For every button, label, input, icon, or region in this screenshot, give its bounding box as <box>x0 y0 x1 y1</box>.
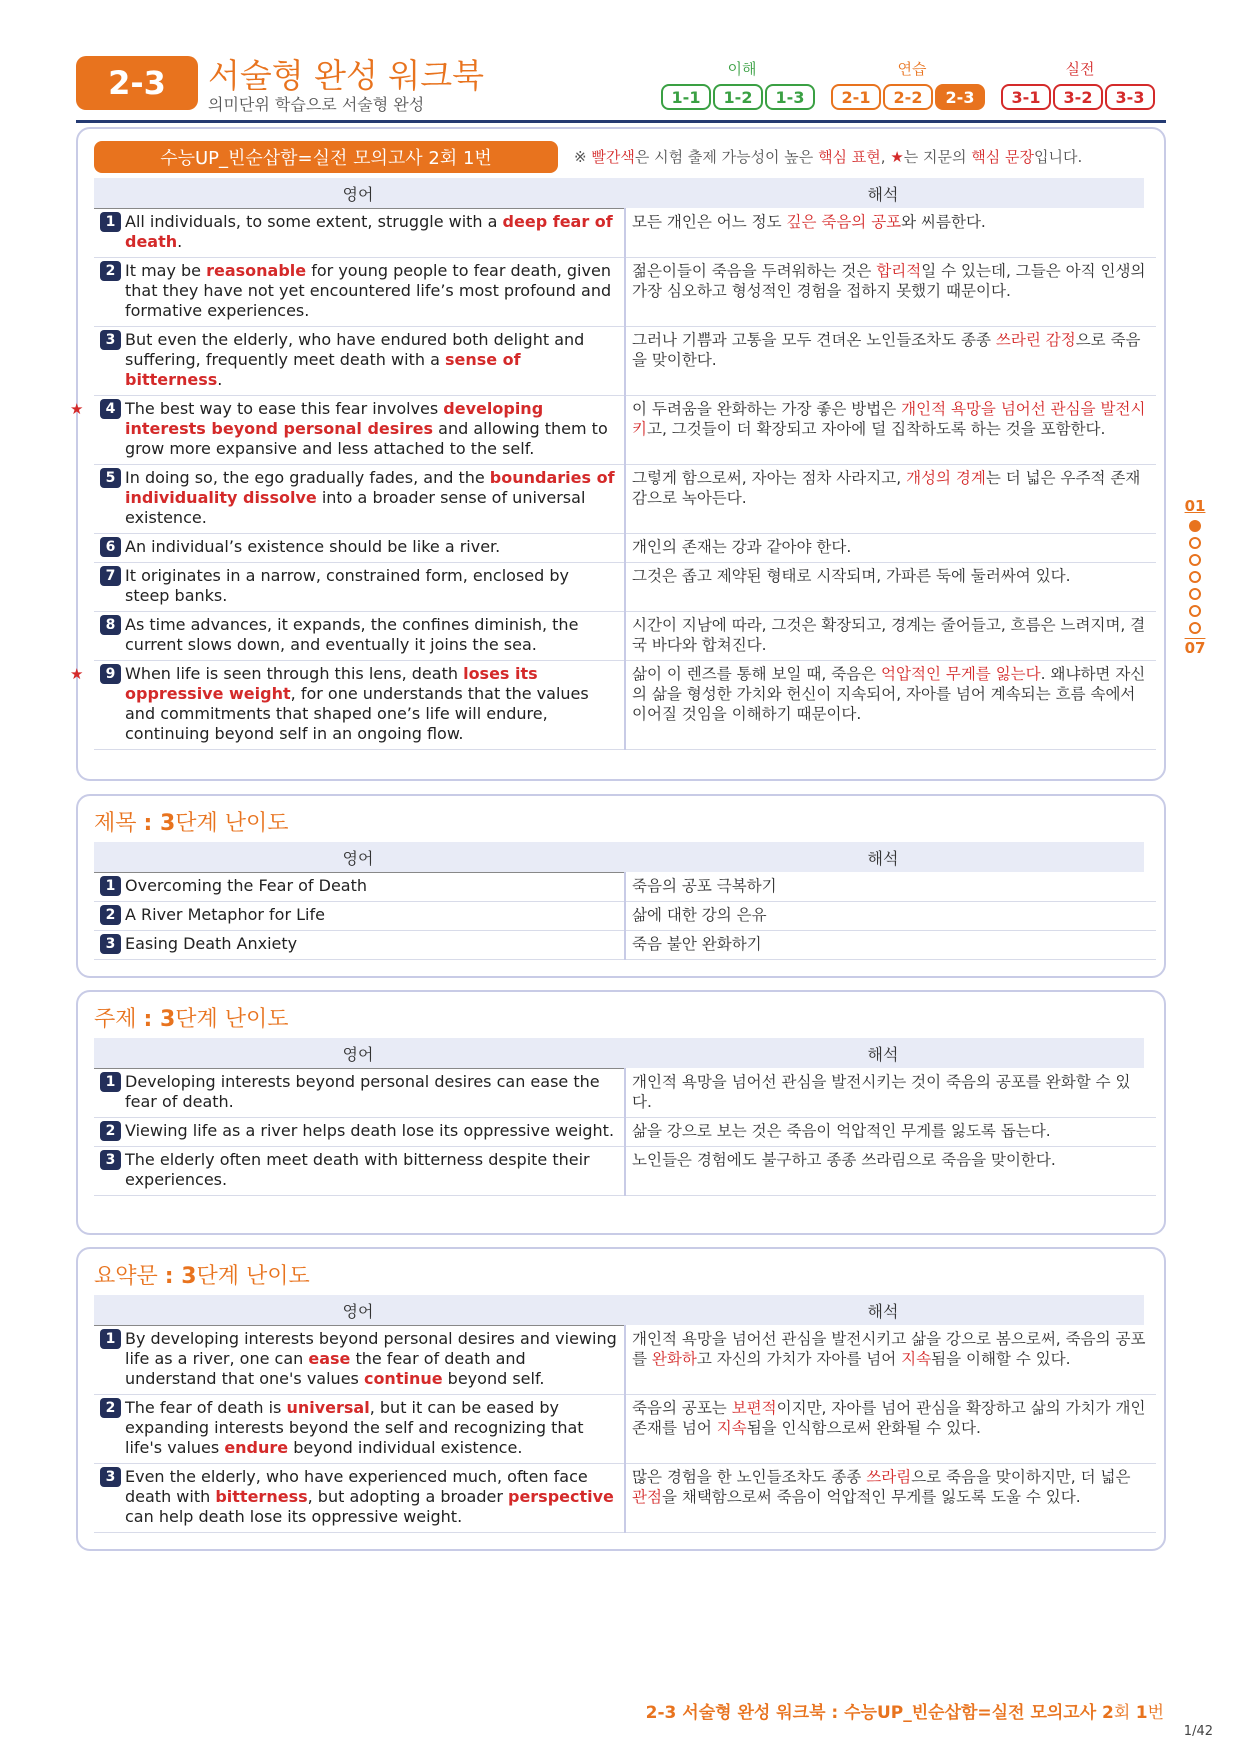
sentence-number: 3 <box>100 934 121 954</box>
sentence-number: 2 <box>100 905 121 925</box>
text-segment: 그것은 좁고 제약된 형태로 시작되며, 가파른 둑에 둘러싸여 있다. <box>632 567 1071 585</box>
text-segment: As time advances, it expands, the confines diminish, the current slows down, and eventually it joins the sea. <box>125 615 579 654</box>
english-cell <box>94 258 625 327</box>
text-segment: It may be <box>125 261 207 280</box>
sentence-row <box>94 258 1156 327</box>
sentence-number: 1 <box>100 876 121 896</box>
sentence-row <box>94 1069 1156 1118</box>
progress-dot[interactable] <box>1189 588 1201 600</box>
text-segment: 와 씨름한다. <box>901 212 986 231</box>
key-expression: boundaries of individuality dissolve <box>125 468 615 507</box>
column-korean: 해석 <box>867 184 899 204</box>
theme-column-header <box>94 1038 1144 1068</box>
text-segment: An individual’s existence should be like a river. <box>125 537 501 556</box>
text-segment: 많은 경험을 한 노인들조차도 종종 <box>632 1468 867 1486</box>
text-segment: and allowing them to grow more expansive and less attached to the self. <box>125 419 608 458</box>
column-english: 영어 <box>342 1301 374 1321</box>
summary-table <box>94 1295 1144 1533</box>
sentence-number: 1 <box>100 1329 121 1349</box>
group-label-practice: 연습 <box>897 60 927 78</box>
text-segment: 노인들은 경험에도 불구하고 종종 쓰라림으로 죽음을 맞이한다. <box>632 1151 1056 1169</box>
sentence-row <box>94 534 1156 563</box>
korean-cell <box>625 258 1156 327</box>
english-text <box>125 261 618 321</box>
step-group-real <box>1000 84 1156 110</box>
chapter-badge: 2-3 <box>76 56 198 110</box>
english-text <box>125 212 618 252</box>
text-segment: Viewing life as a river helps death lose its oppressive weight. <box>125 1121 615 1140</box>
step-group-practice <box>830 84 986 110</box>
title-table <box>94 842 1144 960</box>
english-cell <box>94 1326 625 1395</box>
english-cell <box>94 902 625 931</box>
theme-table <box>94 1038 1144 1196</box>
progress-dots <box>1183 520 1207 634</box>
korean-cell <box>625 465 1156 534</box>
key-expression: 억압적인 무게를 잃는다 <box>881 665 1041 683</box>
key-expression: 쓰라린 감정 <box>995 331 1076 349</box>
group-label-real: 실전 <box>1065 60 1095 78</box>
text-segment: 는 더 넓은 우주적 존재감으로 녹아든다. <box>632 469 1141 507</box>
title-section-heading: 제목 : 3단계 난이도 <box>94 811 289 836</box>
text-segment: beyond individual existence. <box>288 1438 523 1457</box>
text-segment: 을 채택함으로써 죽음이 억압적인 무게를 잃도록 도울 수 있다. <box>661 1488 1081 1506</box>
key-expression: sense of bitterness <box>125 350 521 389</box>
step-2-1[interactable]: 2-1 <box>831 84 881 110</box>
key-expression: 보편적 <box>731 1399 777 1417</box>
korean-cell <box>625 396 1156 465</box>
english-text <box>125 1329 618 1389</box>
english-cell <box>94 534 625 563</box>
english-cell <box>70 661 625 750</box>
korean-cell <box>625 1395 1156 1464</box>
passage-column-header <box>94 178 1144 208</box>
sentence-number: 3 <box>100 330 121 350</box>
text-segment: , but it can be eased by expanding interests beyond the self and recognizing that life's values <box>125 1398 584 1457</box>
step-1-2[interactable]: 1-2 <box>713 84 763 110</box>
header-divider <box>76 120 1166 123</box>
title-rows <box>94 872 1156 960</box>
sentence-number: 2 <box>100 261 121 281</box>
key-expression: bitterness <box>215 1487 308 1506</box>
progress-dot[interactable] <box>1189 605 1201 617</box>
english-cell <box>94 873 625 902</box>
title-column-header <box>94 842 1144 872</box>
key-sentence-star-icon: ★ <box>70 665 84 683</box>
text-segment: The best way to ease this fear involves <box>125 399 444 418</box>
sentence-number: 3 <box>100 1150 121 1170</box>
progress-dot[interactable] <box>1189 571 1201 583</box>
text-segment: . <box>177 232 183 251</box>
sentence-number: 8 <box>100 615 121 635</box>
english-text <box>125 537 618 557</box>
text-segment: can help death lose its oppressive weight. <box>125 1507 463 1526</box>
text-segment: But even the elderly, who have endured both delight and suffering, frequently meet death with a <box>125 330 585 369</box>
step-1-1[interactable]: 1-1 <box>661 84 711 110</box>
column-english: 영어 <box>342 848 374 868</box>
key-expression: 지속 <box>716 1419 747 1437</box>
legend-note: ※ 빨간색은 시험 출제 가능성이 높은 핵심 표현, ★는 지문의 핵심 문장입니다. <box>574 148 1083 166</box>
english-text <box>125 566 618 606</box>
group-label-understand: 이해 <box>727 60 757 78</box>
english-cell <box>94 612 625 661</box>
text-segment: Developing interests beyond personal desires can ease the fear of death. <box>125 1072 600 1111</box>
sentence-row <box>94 612 1156 661</box>
sentence-row <box>94 1118 1156 1147</box>
korean-cell <box>625 931 1156 960</box>
sentence-number: 2 <box>100 1398 121 1418</box>
korean-cell <box>625 327 1156 396</box>
text-segment: 죽음 불안 완화하기 <box>632 935 762 953</box>
korean-cell <box>625 563 1156 612</box>
progress-dot[interactable] <box>1189 554 1201 566</box>
text-segment: When life is seen through this lens, death <box>125 664 464 683</box>
key-expression: 쓰라림 <box>866 1468 912 1486</box>
passage-rows <box>70 208 1156 750</box>
sentence-number: 7 <box>100 566 121 586</box>
text-segment: The elderly often meet death with bitterness despite their experiences. <box>125 1150 590 1189</box>
text-segment: A River Metaphor for Life <box>125 905 325 924</box>
key-expression: 개성의 경계 <box>906 469 986 487</box>
sentence-number: 6 <box>100 537 121 557</box>
key-expression: developing interests beyond personal desires <box>125 399 544 438</box>
korean-cell <box>625 1069 1156 1118</box>
key-expression: perspective <box>507 1487 614 1506</box>
sentence-row <box>94 465 1156 534</box>
sentence-row <box>94 873 1156 902</box>
english-text <box>125 615 618 655</box>
sentence-row <box>94 209 1156 258</box>
text-segment: , but adopting a broader <box>307 1487 508 1506</box>
english-text <box>125 1072 618 1112</box>
text-segment: 죽음의 공포 극복하기 <box>632 876 777 895</box>
text-segment: 죽음의 공포는 <box>632 1399 732 1417</box>
english-cell <box>94 465 625 534</box>
english-text <box>125 1398 618 1458</box>
text-segment: 으로 죽음을 맞이한다. <box>632 331 1141 369</box>
english-cell <box>94 1464 625 1533</box>
korean-cell <box>625 1147 1156 1196</box>
english-text <box>125 905 618 925</box>
page-subtitle: 의미단위 학습으로 서술형 완성 <box>208 95 425 114</box>
theme-section-heading: 주제 : 3단계 난이도 <box>94 1007 289 1032</box>
sentence-row <box>94 327 1156 396</box>
korean-cell <box>625 873 1156 902</box>
text-segment: the fear of death and understand that one's values <box>125 1349 526 1388</box>
text-segment: 삶에 대한 강의 은유 <box>632 906 767 924</box>
key-expression: universal <box>286 1398 370 1417</box>
step-3-3[interactable]: 3-3 <box>1105 84 1155 110</box>
text-segment: . <box>217 370 223 389</box>
english-cell <box>94 1069 625 1118</box>
english-text <box>125 330 618 390</box>
source-badge: 수능UP_빈순삽함=실전 모의고사 2회 1번 <box>94 141 558 173</box>
sentence-number: 2 <box>100 1121 121 1141</box>
english-text <box>125 468 618 528</box>
sentence-number: 1 <box>100 212 121 232</box>
english-text <box>125 934 618 954</box>
korean-cell <box>625 661 1156 750</box>
progress-dot[interactable] <box>1189 520 1201 532</box>
text-segment: beyond self. <box>442 1369 545 1388</box>
text-segment: into a broader sense of universal existence. <box>125 488 586 527</box>
text-segment: Overcoming the Fear of Death <box>125 876 368 895</box>
text-segment: All individuals, to some extent, struggle with a <box>125 212 503 231</box>
sentence-number: 9 <box>100 664 121 684</box>
sentence-number: 1 <box>100 1072 121 1092</box>
progress-dot[interactable] <box>1189 622 1201 634</box>
step-1-3[interactable]: 1-3 <box>765 84 815 110</box>
english-cell <box>94 1118 625 1147</box>
korean-cell <box>625 209 1156 258</box>
korean-cell <box>625 612 1156 661</box>
key-expression: 완화하 <box>651 1349 697 1368</box>
english-cell <box>94 931 625 960</box>
text-segment: 그러나 기쁨과 고통을 모두 견뎌온 노인들조차도 종종 <box>632 331 996 349</box>
step-2-2[interactable]: 2-2 <box>883 84 933 110</box>
step-group-understand <box>660 84 816 110</box>
korean-cell <box>625 534 1156 563</box>
column-english: 영어 <box>342 1044 374 1064</box>
korean-cell <box>625 1326 1156 1395</box>
korean-cell <box>625 1118 1156 1147</box>
sentence-row <box>94 1326 1156 1395</box>
text-segment: 됨을 이해할 수 있다. <box>931 1349 1071 1368</box>
english-cell <box>94 327 625 396</box>
sentence-number: 3 <box>100 1467 121 1487</box>
column-korean: 해석 <box>867 1044 899 1064</box>
key-sentence-star-icon: ★ <box>70 400 84 418</box>
column-korean: 해석 <box>867 1301 899 1321</box>
text-segment: Easing Death Anxiety <box>125 934 298 953</box>
progress-start-label: 01 <box>1184 497 1206 515</box>
page-number: 1/42 <box>1183 1724 1213 1739</box>
english-cell <box>94 563 625 612</box>
text-segment: 이지만, 자아를 넘어 관심을 확장하고 삶의 가치가 개인 존재를 넘어 <box>632 1399 1146 1437</box>
key-expression: deep fear of death <box>125 212 613 251</box>
sentence-row <box>94 563 1156 612</box>
text-segment: , for one understands that the values and commitments that shaped one’s life will endure, continuing beyond self in an ongoing flow. <box>125 684 589 743</box>
english-text <box>125 1150 618 1190</box>
summary-rows <box>94 1325 1156 1533</box>
english-cell <box>70 396 625 465</box>
text-segment: By developing interests beyond personal desires and viewing life as a river, one can <box>125 1329 617 1368</box>
english-text <box>125 664 618 744</box>
sentence-row <box>94 902 1156 931</box>
english-cell <box>94 1395 625 1464</box>
korean-cell <box>625 1464 1156 1533</box>
key-expression: reasonable <box>206 261 307 280</box>
text-segment: 그렇게 함으로써, 자아는 점차 사라지고, <box>632 469 907 487</box>
text-segment: 개인적 욕망을 넘어선 관심을 발전시키고 삶을 강으로 봄으로써, 죽음의 공포를 <box>632 1329 1146 1368</box>
text-segment: 삶을 강으로 보는 것은 죽음이 억압적인 무게를 잃도록 돕는다. <box>632 1122 1051 1140</box>
key-expression: 개인적 욕망을 넘어선 관심을 발전시키 <box>632 400 1146 438</box>
step-2-3[interactable]: 2-3 <box>935 84 985 110</box>
text-segment: 개인적 욕망을 넘어선 관심을 발전시키는 것이 죽음의 공포를 완화할 수 있다. <box>632 1072 1131 1111</box>
sentence-row <box>94 1147 1156 1196</box>
text-segment: 으로 죽음을 맞이하지만, 더 넓은 <box>911 1468 1131 1486</box>
english-cell <box>94 1147 625 1196</box>
text-segment: . 왜냐하면 자신의 삶을 형성한 가치와 헌신이 지속되어, 자아를 넘어 계속되는 흐름 속에서 이어질 것임을 이해하기 때문이다. <box>632 665 1146 723</box>
key-expression: endure <box>224 1438 289 1457</box>
text-segment: Even the elderly, who have experienced much, often face death with <box>125 1467 588 1506</box>
english-cell <box>94 209 625 258</box>
sentence-number: 5 <box>100 468 121 488</box>
summary-section-heading: 요약문 : 3단계 난이도 <box>94 1264 310 1289</box>
english-text <box>125 1121 618 1141</box>
sentence-row <box>94 1395 1156 1464</box>
text-segment: 시간이 지남에 따라, 그것은 확장되고, 경계는 줄어들고, 흐름은 느려지며, 결국 바다와 합쳐진다. <box>632 616 1146 654</box>
progress-dot[interactable] <box>1189 537 1201 549</box>
text-segment: The fear of death is <box>125 1398 287 1417</box>
column-english: 영어 <box>342 184 374 204</box>
step-3-1[interactable]: 3-1 <box>1001 84 1051 110</box>
footer-caption: 2-3 서술형 완성 워크북 : 수능UP_빈순삽함=실전 모의고사 2회 1번 <box>645 1703 1164 1723</box>
english-text <box>125 876 618 896</box>
text-segment: 일 수 있는데, 그들은 아직 인생의 가장 심오하고 형성적인 경험을 접하지 못했기 때문이다. <box>632 262 1146 300</box>
text-segment: 모든 개인은 어느 정도 <box>632 212 787 231</box>
english-text <box>125 1467 618 1527</box>
key-expression: 지속 <box>901 1349 932 1368</box>
text-segment: for young people to fear death, given that they have not yet encountered life’s most profound and formative experiences. <box>125 261 612 320</box>
progress-end-label: 07 <box>1184 639 1206 657</box>
key-expression: 합리적 <box>876 262 922 280</box>
text-segment: 이 두려움을 완화하는 가장 좋은 방법은 <box>632 400 902 418</box>
key-expression: ease <box>308 1349 351 1368</box>
text-segment: 됨을 인식함으로써 완화될 수 있다. <box>746 1419 981 1437</box>
korean-cell <box>625 902 1156 931</box>
sentence-number: 4 <box>100 399 121 419</box>
english-text <box>125 399 618 459</box>
summary-column-header <box>94 1295 1144 1325</box>
text-segment: It originates in a narrow, constrained form, enclosed by steep banks. <box>125 566 569 605</box>
key-expression: 관점 <box>632 1488 662 1506</box>
sentence-row <box>94 661 1156 750</box>
text-segment: In doing so, the ego gradually fades, and the <box>125 468 490 487</box>
key-expression: loses its oppressive weight <box>125 664 538 703</box>
text-segment: 개인의 존재는 강과 같아야 한다. <box>632 538 852 556</box>
theme-rows <box>94 1068 1156 1196</box>
page-progress-nav <box>1183 497 1207 657</box>
sentence-row <box>94 1464 1156 1533</box>
text-segment: 고, 그것들이 더 확장되고 자아에 덜 집착하도록 하는 것을 포함한다. <box>646 420 1106 438</box>
page-title: 서술형 완성 워크북 <box>208 56 485 95</box>
step-3-2[interactable]: 3-2 <box>1053 84 1103 110</box>
text-segment: 삶이 이 렌즈를 통해 보일 때, 죽음은 <box>632 665 882 683</box>
passage-table <box>70 178 1146 750</box>
sentence-row <box>94 396 1156 465</box>
column-korean: 해석 <box>867 848 899 868</box>
key-expression: 깊은 죽음의 공포 <box>786 212 902 231</box>
text-segment: 젊은이들이 죽음을 두려워하는 것은 <box>632 262 877 280</box>
text-segment: 고 자신의 가치가 자아를 넘어 <box>696 1349 902 1368</box>
sentence-row <box>94 931 1156 960</box>
key-expression: continue <box>363 1369 443 1388</box>
